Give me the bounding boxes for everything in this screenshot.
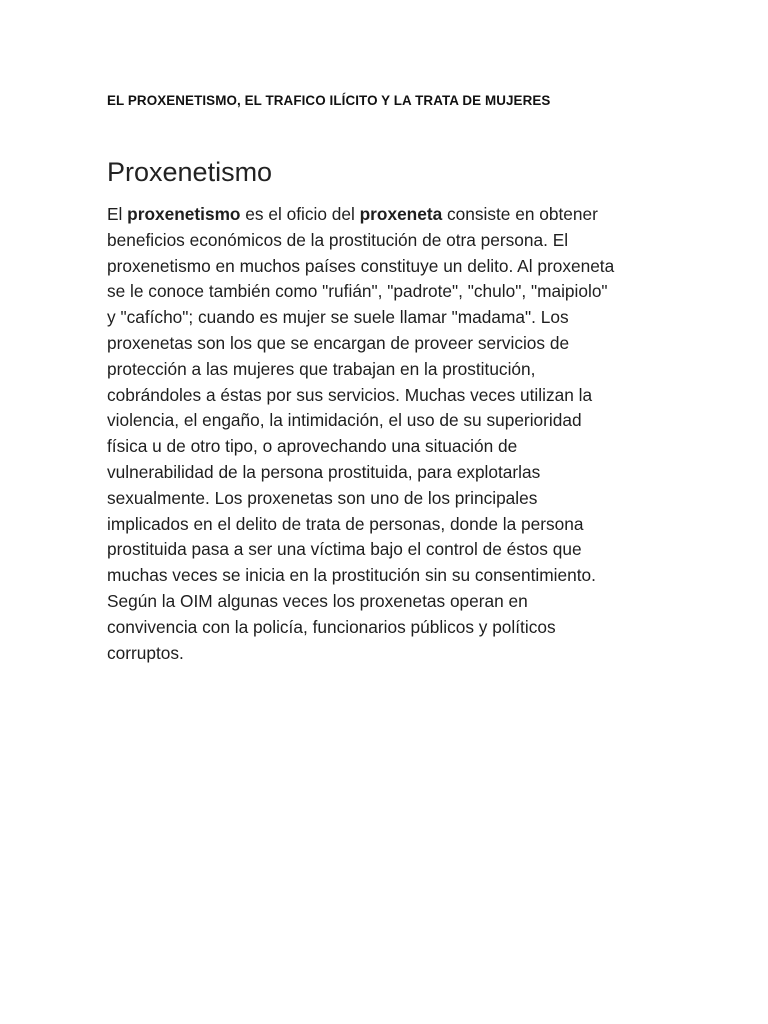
body-line: violencia, el engaño, la intimidación, el uso de su superioridad — [107, 410, 582, 431]
body-line: vulnerabilidad de la persona prostituida, para explotarlas — [107, 461, 541, 482]
body-line: proxenetismo en muchos países constituye un delito. Al proxeneta — [107, 255, 615, 276]
body-line — [107, 202, 672, 228]
document-title: EL PROXENETISMO, EL TRAFICO ILÍCITO Y LA TRATA DE MUJERES — [107, 93, 551, 108]
body-line: sexualmente. Los proxenetas son uno de los principales — [107, 487, 538, 508]
body-text-run: consiste en obtener — [442, 204, 598, 224]
section-heading: Proxenetismo — [107, 157, 273, 187]
body-line: beneficios económicos de la prostitución de otra persona. El — [107, 229, 569, 250]
bold-term-proxeneta: proxeneta — [359, 204, 443, 224]
body-line: física u de otro tipo, o aprovechando una situación de — [107, 436, 518, 457]
body-line: Según la OIM algunas veces los proxenetas operan en — [107, 590, 528, 611]
body-line: se le conoce también como "rufián", "padrote", "chulo", "maipiolo" — [107, 281, 608, 302]
body-line: y "cafícho"; cuando es mujer se suele llamar "madama". Los — [107, 307, 569, 328]
body-line: protección a las mujeres que trabajan en la prostitución, — [107, 358, 536, 379]
body-text-run: es el oficio del — [240, 204, 360, 224]
section-body — [107, 202, 672, 666]
body-line: cobrándoles a éstas por sus servicios. Muchas veces utilizan la — [107, 384, 593, 405]
body-line: prostituida pasa a ser una víctima bajo el control de éstos que — [107, 539, 582, 560]
body-line: corruptos. — [107, 642, 184, 663]
body-line: proxenetas son los que se encargan de proveer servicios de — [107, 332, 570, 353]
body-line: convivencia con la policía, funcionarios públicos y políticos — [107, 616, 556, 637]
bold-term-proxenetismo: proxenetismo — [127, 204, 241, 224]
body-text-run: El — [107, 204, 128, 224]
body-line: implicados en el delito de trata de personas, donde la persona — [107, 513, 584, 534]
body-line: muchas veces se inicia en la prostitución sin su consentimiento. — [107, 565, 596, 586]
